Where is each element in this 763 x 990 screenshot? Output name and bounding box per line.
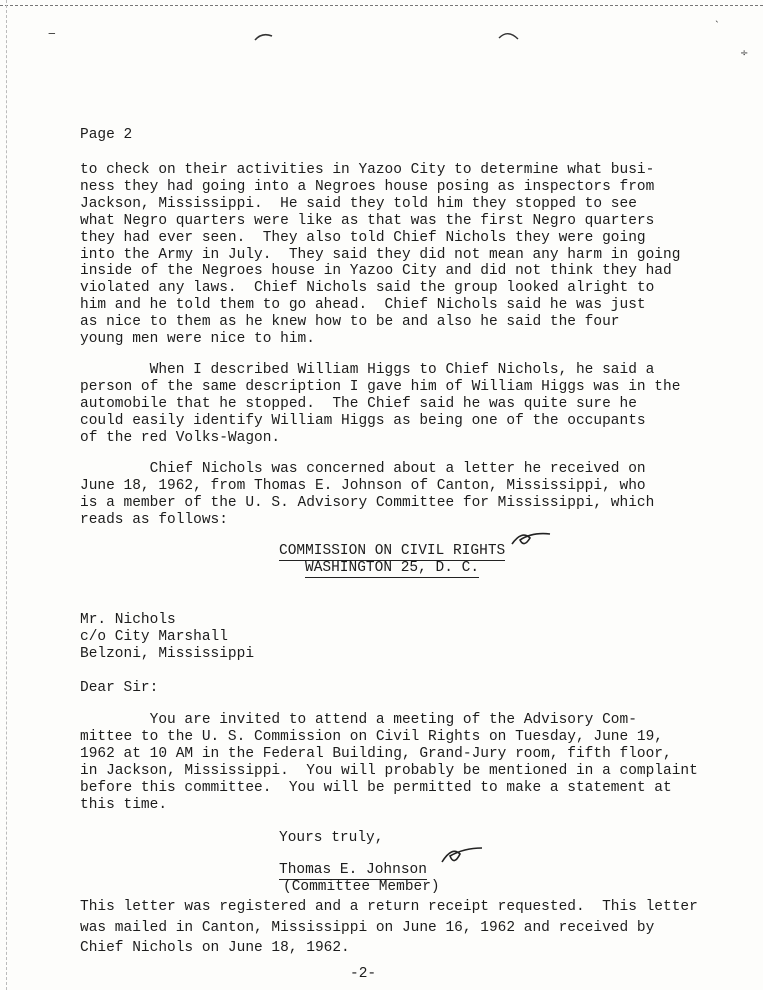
signature-title: (Committee Member): [283, 879, 440, 895]
text-line: When I described William Higgs to Chief Nichols, he said a: [80, 362, 655, 378]
scan-mark: ÷: [740, 48, 749, 59]
text-line: this time.: [80, 796, 168, 813]
text-line: Mr. Nichols: [80, 612, 176, 628]
text-line: 1962 at 10 AM in the Federal Building, Grand-Jury room, fifth floor,: [80, 745, 672, 762]
text-line: is a member of the U. S. Advisory Committee for Mississippi, which: [80, 494, 655, 511]
text-line: You are invited to attend a meeting of the Advisory Com-: [80, 712, 637, 728]
text-line: violated any laws. Chief Nichols said the group looked alright to: [80, 280, 655, 297]
signature-initial-mark: [436, 844, 486, 870]
text-line: Belzoni, Mississippi: [80, 645, 255, 662]
text-line: into the Army in July. They said they did not mean any harm in going: [80, 246, 681, 263]
text-line: ness they had going into a Negroes house posing as inspectors from: [80, 178, 655, 195]
signature-name: Thomas E. Johnson: [279, 862, 427, 878]
text-line: automobile that he stopped. The Chief said he was quite sure he: [80, 395, 637, 412]
text-line: of the red Volks-Wagon.: [80, 429, 281, 446]
text-line: June 18, 1962, from Thomas E. Johnson of Canton, Mississippi, who: [80, 477, 646, 494]
closing: Yours truly,: [279, 830, 384, 846]
page-header: Page 2: [80, 127, 133, 143]
salutation: Dear Sir:: [80, 680, 159, 696]
text-line: as nice to them as he knew how to be and also he said the four: [80, 314, 620, 331]
text-line: Chief Nichols was concerned about a letter he received on: [80, 461, 646, 477]
binder-mark: [498, 30, 520, 42]
initial-mark: [508, 528, 554, 552]
letterhead-address: WASHINGTON 25, D. C.: [305, 560, 480, 576]
text-line: Chief Nichols on June 18, 1962.: [80, 940, 350, 956]
letterhead-title: COMMISSION ON CIVIL RIGHTS: [279, 543, 506, 559]
text-line: reads as follows:: [80, 511, 228, 528]
text-line: they had ever seen. They also told Chief Nichols they were going: [80, 229, 646, 246]
text-line: him and he told them to go ahead. Chief Nichols said he was just: [80, 297, 646, 314]
scan-mark: ‒: [48, 26, 56, 40]
page-left-edge: [0, 0, 7, 990]
text-line: inside of the Negroes house in Yazoo City and did not think they had: [80, 263, 672, 280]
scan-mark: ˴: [715, 14, 719, 27]
text-line: Jackson, Mississippi. He said they told him they stopped to see: [80, 195, 637, 212]
text-line: what Negro quarters were like as that was the first Negro quarters: [80, 212, 655, 229]
text-line: young men were nice to him.: [80, 331, 315, 347]
text-line: to check on their activities in Yazoo City to determine what busi-: [80, 162, 655, 178]
footer-page-number: -2-: [350, 966, 377, 982]
text-line: person of the same description I gave him of William Higgs was in the: [80, 378, 681, 395]
text-line: This letter was registered and a return receipt requested. This letter: [80, 899, 698, 915]
text-line: could easily identify William Higgs as being one of the occupants: [80, 412, 646, 429]
text-line: in Jackson, Mississippi. You will probably be mentioned in a complaint: [80, 762, 698, 779]
binder-mark: [254, 32, 274, 42]
page-top-border: [0, 0, 763, 6]
text-line: was mailed in Canton, Mississippi on June 16, 1962 and received by: [80, 919, 655, 936]
text-line: c/o City Marshall: [80, 628, 228, 645]
text-line: before this committee. You will be permitted to make a statement at: [80, 779, 672, 796]
text-line: mittee to the U. S. Commission on Civil Rights on Tuesday, June 19,: [80, 728, 663, 745]
